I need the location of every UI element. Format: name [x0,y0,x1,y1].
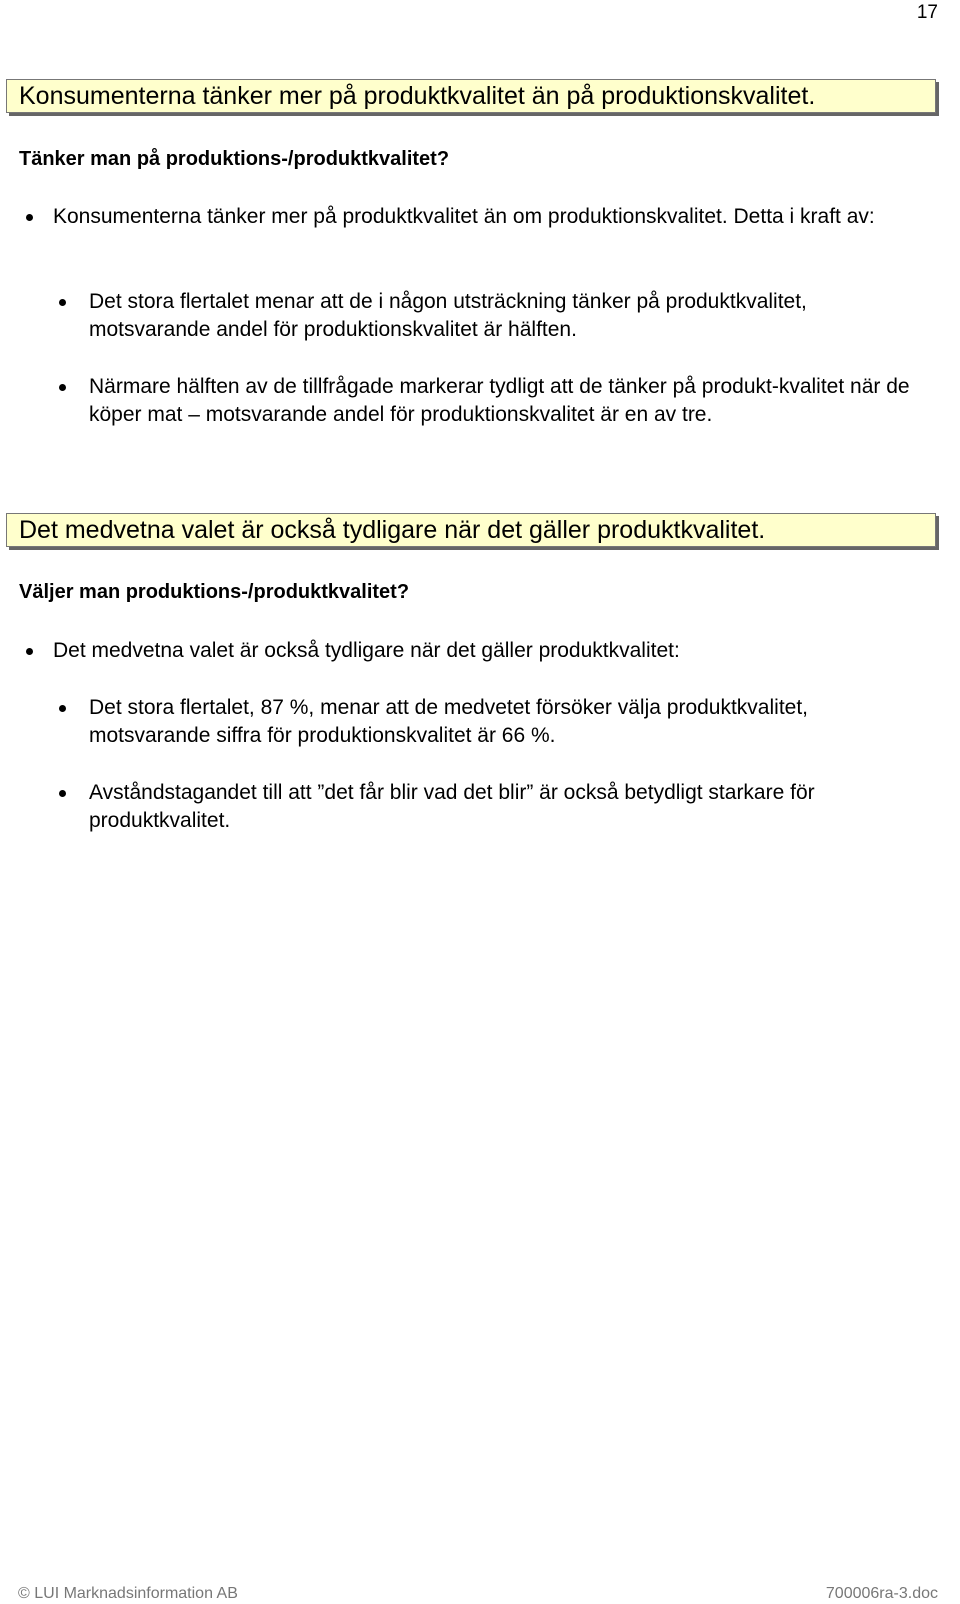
sub-bullet [0,373,960,463]
bullet-icon [59,299,66,306]
sub-bullet [0,694,960,754]
bullet-text: Det medvetna valet är också tydligare när det gäller produktkvalitet: [53,639,680,662]
bullet-text: Konsumenterna tänker mer på produktkvalitet än om produktionskvalitet. Detta i kraft av: [53,205,875,228]
bullet-icon [26,648,33,655]
bullet-text: Det stora flertalet menar att de i någon utsträckning tänker på produktkvalitet, motsvarande andel för produktionskvalitet är hälften. [89,290,807,341]
intro-bullet [0,203,960,263]
section-question: Tänker man på produktions-/produktkvalitet? [19,148,450,170]
bullet-text: Det stora flertalet, 87 %, menar att de medvetet försöker välja produktkvalitet, motsvarande siffra för produktionskvalitet är 66 %. [89,696,809,747]
bullet-text: Avståndstagandet till att ”det får blir vad det blir” är också betydligt starkare för produktkvalitet. [89,781,815,832]
bullet-icon [59,384,66,391]
page-number: 17 [916,2,938,23]
sub-bullet [0,288,960,348]
section-question: Väljer man produktions-/produktkvalitet? [19,581,410,603]
section-banner: Det medvetna valet är också tydligare när det gäller produktkvalitet. [6,513,936,547]
footer-doc-id: 700006ra-3.doc [825,1585,938,1602]
sub-bullet [0,779,960,839]
section-banner: Konsumenterna tänker mer på produktkvalitet än på produktionskvalitet. [6,79,936,113]
bullet-text: Närmare hälften av de tillfrågade markerar tydligt att de tänker på produkt-kvalitet när de köper mat – motsvarande andel för produktionskvalitet är en av tre. [89,375,910,426]
footer-copyright: © LUI Marknadsinformation AB [18,1585,238,1602]
bullet-icon [59,705,66,712]
bullet-icon [26,214,33,221]
bullet-icon [59,790,66,797]
intro-bullet [0,637,960,667]
